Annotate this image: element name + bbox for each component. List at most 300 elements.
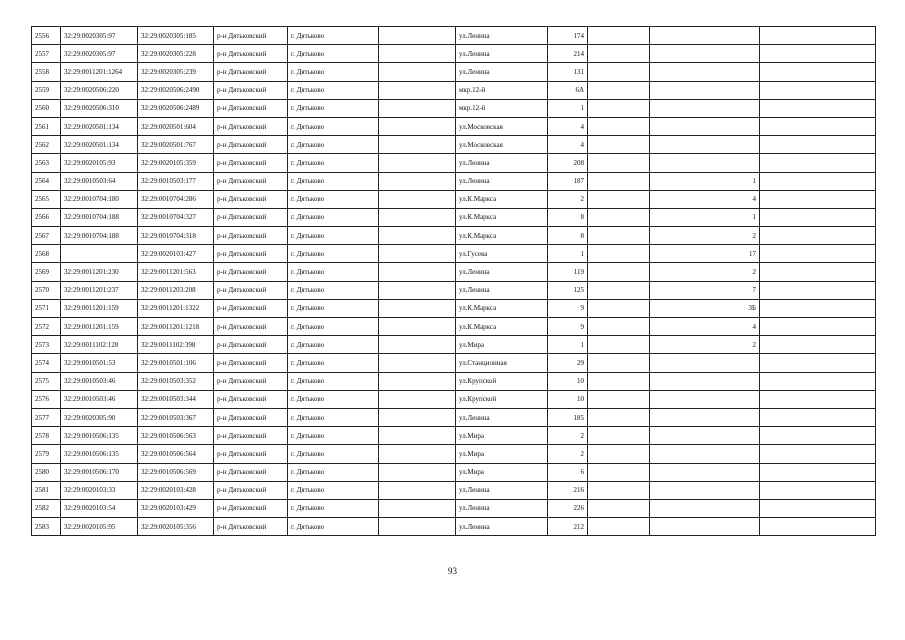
table-row — [32, 354, 876, 372]
settlement-cell — [379, 45, 456, 63]
building-cadastral-number-cell: 32:29:0020103:429 — [138, 499, 214, 517]
note-cell — [760, 445, 876, 463]
apartment-number-cell — [650, 445, 760, 463]
note-cell — [760, 227, 876, 245]
building-number-cell — [588, 45, 650, 63]
district-cell: р-н Дятьковский — [214, 390, 288, 408]
apartment-number-cell: 4 — [650, 190, 760, 208]
district-cell: р-н Дятьковский — [214, 499, 288, 517]
house-number-cell: 6 — [548, 463, 588, 481]
row-number-cell: 2558 — [32, 63, 61, 81]
apartment-number-cell: 2 — [650, 336, 760, 354]
building-number-cell — [588, 99, 650, 117]
settlement-cell — [379, 336, 456, 354]
building-number-cell — [588, 518, 650, 536]
note-cell — [760, 117, 876, 135]
building-cadastral-number-cell: 32:29:0020305:185 — [138, 27, 214, 45]
parcel-cadastral-number-cell: 32:29:0011201:1264 — [61, 63, 138, 81]
note-cell — [760, 190, 876, 208]
note-cell — [760, 172, 876, 190]
building-number-cell — [588, 481, 650, 499]
house-number-cell: 8 — [548, 227, 588, 245]
building-cadastral-number-cell: 32:29:0010506:564 — [138, 445, 214, 463]
building-number-cell — [588, 27, 650, 45]
district-cell: р-н Дятьковский — [214, 372, 288, 390]
house-number-cell: 2 — [548, 445, 588, 463]
locality-cell: г. Дятьково — [288, 136, 379, 154]
street-cell: ул.Мира — [456, 463, 548, 481]
table-row — [32, 445, 876, 463]
apartment-number-cell — [650, 518, 760, 536]
apartment-number-cell: 17 — [650, 245, 760, 263]
parcel-cadastral-number-cell: 32:29:0020501:134 — [61, 117, 138, 135]
apartment-number-cell — [650, 427, 760, 445]
locality-cell: г. Дятьково — [288, 518, 379, 536]
street-cell: ул.Крупской — [456, 372, 548, 390]
building-cadastral-number-cell: 32:29:0020501:604 — [138, 117, 214, 135]
apartment-number-cell — [650, 481, 760, 499]
parcel-cadastral-number-cell: 32:29:0020105:93 — [61, 154, 138, 172]
parcel-cadastral-number-cell: 32:29:0020501:134 — [61, 136, 138, 154]
house-number-cell: 4 — [548, 136, 588, 154]
parcel-cadastral-number-cell: 32:29:0020103:54 — [61, 499, 138, 517]
house-number-cell: 1 — [548, 336, 588, 354]
table-row — [32, 63, 876, 81]
note-cell — [760, 336, 876, 354]
note-cell — [760, 208, 876, 226]
row-number-cell: 2570 — [32, 281, 61, 299]
settlement-cell — [379, 518, 456, 536]
locality-cell: г. Дятьково — [288, 117, 379, 135]
district-cell: р-н Дятьковский — [214, 136, 288, 154]
building-cadastral-number-cell: 32:29:0010503:344 — [138, 390, 214, 408]
apartment-number-cell — [650, 136, 760, 154]
house-number-cell: 2 — [548, 190, 588, 208]
note-cell — [760, 136, 876, 154]
district-cell: р-н Дятьковский — [214, 99, 288, 117]
apartment-number-cell — [650, 63, 760, 81]
note-cell — [760, 481, 876, 499]
house-number-cell: 131 — [548, 63, 588, 81]
building-number-cell — [588, 227, 650, 245]
apartment-number-cell — [650, 354, 760, 372]
house-number-cell: 29 — [548, 354, 588, 372]
row-number-cell: 2560 — [32, 99, 61, 117]
district-cell: р-н Дятьковский — [214, 518, 288, 536]
settlement-cell — [379, 172, 456, 190]
street-cell: мкр.12-й — [456, 81, 548, 99]
locality-cell: г. Дятьково — [288, 481, 379, 499]
building-number-cell — [588, 172, 650, 190]
note-cell — [760, 408, 876, 426]
district-cell: р-н Дятьковский — [214, 427, 288, 445]
district-cell: р-н Дятьковский — [214, 336, 288, 354]
street-cell: ул.Ленина — [456, 481, 548, 499]
building-number-cell — [588, 354, 650, 372]
note-cell — [760, 63, 876, 81]
note-cell — [760, 390, 876, 408]
note-cell — [760, 318, 876, 336]
house-number-cell: 212 — [548, 518, 588, 536]
building-cadastral-number-cell: 32:29:0011203:208 — [138, 281, 214, 299]
district-cell: р-н Дятьковский — [214, 463, 288, 481]
apartment-number-cell — [650, 390, 760, 408]
parcel-cadastral-number-cell: 32:29:0010503:46 — [61, 372, 138, 390]
registry-sheet — [31, 26, 876, 536]
district-cell: р-н Дятьковский — [214, 354, 288, 372]
district-cell: р-н Дятьковский — [214, 263, 288, 281]
house-number-cell: 9 — [548, 318, 588, 336]
district-cell: р-н Дятьковский — [214, 481, 288, 499]
building-number-cell — [588, 318, 650, 336]
parcel-cadastral-number-cell: 32:29:0010704:188 — [61, 227, 138, 245]
registry-table-body — [32, 27, 876, 536]
settlement-cell — [379, 445, 456, 463]
house-number-cell: 4 — [548, 117, 588, 135]
registry-table — [31, 26, 876, 536]
apartment-number-cell: 1 — [650, 208, 760, 226]
street-cell: ул.Ленина — [456, 45, 548, 63]
settlement-cell — [379, 499, 456, 517]
house-number-cell: 8 — [548, 208, 588, 226]
locality-cell: г. Дятьково — [288, 208, 379, 226]
row-number-cell: 2574 — [32, 354, 61, 372]
building-number-cell — [588, 208, 650, 226]
table-row — [32, 427, 876, 445]
locality-cell: г. Дятьково — [288, 318, 379, 336]
table-row — [32, 263, 876, 281]
row-number-cell: 2556 — [32, 27, 61, 45]
row-number-cell: 2572 — [32, 318, 61, 336]
parcel-cadastral-number-cell: 32:29:0011102:128 — [61, 336, 138, 354]
settlement-cell — [379, 299, 456, 317]
parcel-cadastral-number-cell: 32:29:0020305:97 — [61, 27, 138, 45]
house-number-cell: 2 — [548, 427, 588, 445]
building-cadastral-number-cell: 32:29:0010704:327 — [138, 208, 214, 226]
row-number-cell: 2557 — [32, 45, 61, 63]
apartment-number-cell — [650, 463, 760, 481]
settlement-cell — [379, 390, 456, 408]
street-cell: ул.Мира — [456, 427, 548, 445]
building-cadastral-number-cell: 32:29:0020501:767 — [138, 136, 214, 154]
table-row — [32, 81, 876, 99]
locality-cell: г. Дятьково — [288, 336, 379, 354]
settlement-cell — [379, 136, 456, 154]
district-cell: р-н Дятьковский — [214, 154, 288, 172]
parcel-cadastral-number-cell: 32:29:0020506:220 — [61, 81, 138, 99]
locality-cell: г. Дятьково — [288, 463, 379, 481]
table-row — [32, 172, 876, 190]
row-number-cell: 2575 — [32, 372, 61, 390]
parcel-cadastral-number-cell: 32:29:0020103:33 — [61, 481, 138, 499]
row-number-cell: 2563 — [32, 154, 61, 172]
apartment-number-cell: 3Б — [650, 299, 760, 317]
row-number-cell: 2580 — [32, 463, 61, 481]
house-number-cell: 226 — [548, 499, 588, 517]
street-cell: мкр.12-й — [456, 99, 548, 117]
street-cell: ул.Мира — [456, 445, 548, 463]
apartment-number-cell — [650, 45, 760, 63]
locality-cell: г. Дятьково — [288, 227, 379, 245]
street-cell: ул.Московская — [456, 136, 548, 154]
locality-cell: г. Дятьково — [288, 263, 379, 281]
apartment-number-cell: 7 — [650, 281, 760, 299]
building-number-cell — [588, 117, 650, 135]
locality-cell: г. Дятьково — [288, 390, 379, 408]
row-number-cell: 2567 — [32, 227, 61, 245]
parcel-cadastral-number-cell: 32:29:0020506:310 — [61, 99, 138, 117]
settlement-cell — [379, 81, 456, 99]
house-number-cell: 1 — [548, 245, 588, 263]
parcel-cadastral-number-cell: 32:29:0011201:159 — [61, 299, 138, 317]
locality-cell: г. Дятьково — [288, 45, 379, 63]
note-cell — [760, 299, 876, 317]
apartment-number-cell — [650, 372, 760, 390]
apartment-number-cell: 4 — [650, 318, 760, 336]
parcel-cadastral-number-cell: 32:29:0010704:180 — [61, 190, 138, 208]
building-number-cell — [588, 154, 650, 172]
street-cell: ул.Мира — [456, 336, 548, 354]
building-number-cell — [588, 463, 650, 481]
parcel-cadastral-number-cell: 32:29:0010704:188 — [61, 208, 138, 226]
apartment-number-cell — [650, 117, 760, 135]
locality-cell: г. Дятьково — [288, 190, 379, 208]
parcel-cadastral-number-cell: 32:29:0010503:64 — [61, 172, 138, 190]
note-cell — [760, 372, 876, 390]
house-number-cell: 187 — [548, 172, 588, 190]
settlement-cell — [379, 154, 456, 172]
apartment-number-cell — [650, 408, 760, 426]
building-cadastral-number-cell: 32:29:0020506:2490 — [138, 81, 214, 99]
building-cadastral-number-cell: 32:29:0020103:428 — [138, 481, 214, 499]
building-number-cell — [588, 281, 650, 299]
parcel-cadastral-number-cell: 32:29:0020305:90 — [61, 408, 138, 426]
building-number-cell — [588, 81, 650, 99]
house-number-cell: 10 — [548, 372, 588, 390]
table-row — [32, 481, 876, 499]
building-cadastral-number-cell: 32:29:0010503:352 — [138, 372, 214, 390]
locality-cell: г. Дятьково — [288, 299, 379, 317]
district-cell: р-н Дятьковский — [214, 445, 288, 463]
street-cell: ул.Ленина — [456, 499, 548, 517]
locality-cell: г. Дятьково — [288, 27, 379, 45]
building-cadastral-number-cell: 32:29:0010501:106 — [138, 354, 214, 372]
street-cell: ул.Ленина — [456, 408, 548, 426]
parcel-cadastral-number-cell: 32:29:0020105:95 — [61, 518, 138, 536]
row-number-cell: 2581 — [32, 481, 61, 499]
note-cell — [760, 263, 876, 281]
note-cell — [760, 154, 876, 172]
settlement-cell — [379, 463, 456, 481]
building-cadastral-number-cell: 32:29:0020305:228 — [138, 45, 214, 63]
row-number-cell: 2577 — [32, 408, 61, 426]
row-number-cell: 2569 — [32, 263, 61, 281]
table-row — [32, 117, 876, 135]
settlement-cell — [379, 190, 456, 208]
building-cadastral-number-cell: 32:29:0020105:356 — [138, 518, 214, 536]
locality-cell: г. Дятьково — [288, 81, 379, 99]
parcel-cadastral-number-cell — [61, 245, 138, 263]
row-number-cell: 2566 — [32, 208, 61, 226]
building-number-cell — [588, 299, 650, 317]
district-cell: р-н Дятьковский — [214, 45, 288, 63]
street-cell: ул.Ленина — [456, 172, 548, 190]
settlement-cell — [379, 281, 456, 299]
street-cell: ул.Ленина — [456, 518, 548, 536]
building-number-cell — [588, 390, 650, 408]
street-cell: ул.Ленина — [456, 154, 548, 172]
building-cadastral-number-cell: 32:29:0010704:286 — [138, 190, 214, 208]
settlement-cell — [379, 481, 456, 499]
parcel-cadastral-number-cell: 32:29:0010506:135 — [61, 445, 138, 463]
note-cell — [760, 81, 876, 99]
building-cadastral-number-cell: 32:29:0010704:318 — [138, 227, 214, 245]
row-number-cell: 2573 — [32, 336, 61, 354]
table-row — [32, 499, 876, 517]
table-row — [32, 318, 876, 336]
row-number-cell: 2576 — [32, 390, 61, 408]
locality-cell: г. Дятьково — [288, 427, 379, 445]
row-number-cell: 2579 — [32, 445, 61, 463]
note-cell — [760, 518, 876, 536]
settlement-cell — [379, 63, 456, 81]
parcel-cadastral-number-cell: 32:29:0010503:46 — [61, 390, 138, 408]
district-cell: р-н Дятьковский — [214, 172, 288, 190]
apartment-number-cell — [650, 99, 760, 117]
table-row — [32, 336, 876, 354]
settlement-cell — [379, 372, 456, 390]
note-cell — [760, 281, 876, 299]
building-number-cell — [588, 408, 650, 426]
locality-cell: г. Дятьково — [288, 99, 379, 117]
house-number-cell: 208 — [548, 154, 588, 172]
district-cell: р-н Дятьковский — [214, 281, 288, 299]
street-cell: ул.Станционная — [456, 354, 548, 372]
row-number-cell: 2564 — [32, 172, 61, 190]
district-cell: р-н Дятьковский — [214, 81, 288, 99]
table-row — [32, 99, 876, 117]
street-cell: ул.Гусева — [456, 245, 548, 263]
district-cell: р-н Дятьковский — [214, 245, 288, 263]
table-row — [32, 154, 876, 172]
note-cell — [760, 45, 876, 63]
table-row — [32, 372, 876, 390]
street-cell: ул.К.Маркса — [456, 190, 548, 208]
settlement-cell — [379, 117, 456, 135]
apartment-number-cell: 1 — [650, 172, 760, 190]
row-number-cell: 2565 — [32, 190, 61, 208]
house-number-cell: 9 — [548, 299, 588, 317]
locality-cell: г. Дятьково — [288, 63, 379, 81]
row-number-cell: 2568 — [32, 245, 61, 263]
locality-cell: г. Дятьково — [288, 154, 379, 172]
street-cell: ул.Ленина — [456, 27, 548, 45]
locality-cell: г. Дятьково — [288, 172, 379, 190]
settlement-cell — [379, 263, 456, 281]
apartment-number-cell — [650, 154, 760, 172]
building-number-cell — [588, 445, 650, 463]
table-row — [32, 281, 876, 299]
building-cadastral-number-cell: 32:29:0010503:367 — [138, 408, 214, 426]
district-cell: р-н Дятьковский — [214, 227, 288, 245]
house-number-cell: 10 — [548, 390, 588, 408]
building-cadastral-number-cell: 32:29:0020103:427 — [138, 245, 214, 263]
building-cadastral-number-cell: 32:29:0010506:569 — [138, 463, 214, 481]
building-cadastral-number-cell: 32:29:0010506:563 — [138, 427, 214, 445]
street-cell: ул.Ленина — [456, 63, 548, 81]
note-cell — [760, 354, 876, 372]
settlement-cell — [379, 427, 456, 445]
table-row — [32, 27, 876, 45]
note-cell — [760, 463, 876, 481]
building-number-cell — [588, 499, 650, 517]
street-cell: ул.К.Маркса — [456, 299, 548, 317]
district-cell: р-н Дятьковский — [214, 190, 288, 208]
settlement-cell — [379, 408, 456, 426]
settlement-cell — [379, 27, 456, 45]
building-cadastral-number-cell: 32:29:0011201:1218 — [138, 318, 214, 336]
row-number-cell: 2561 — [32, 117, 61, 135]
settlement-cell — [379, 208, 456, 226]
row-number-cell: 2559 — [32, 81, 61, 99]
building-cadastral-number-cell: 32:29:0011102:398 — [138, 336, 214, 354]
district-cell: р-н Дятьковский — [214, 117, 288, 135]
district-cell: р-н Дятьковский — [214, 299, 288, 317]
building-number-cell — [588, 372, 650, 390]
house-number-cell: 125 — [548, 281, 588, 299]
house-number-cell: 119 — [548, 263, 588, 281]
house-number-cell: 214 — [548, 45, 588, 63]
apartment-number-cell: 2 — [650, 263, 760, 281]
building-cadastral-number-cell: 32:29:0010503:177 — [138, 172, 214, 190]
page-number: 93 — [448, 566, 457, 576]
street-cell: ул.Московская — [456, 117, 548, 135]
row-number-cell: 2583 — [32, 518, 61, 536]
street-cell: ул.Ленина — [456, 263, 548, 281]
table-row — [32, 45, 876, 63]
row-number-cell: 2582 — [32, 499, 61, 517]
table-row — [32, 390, 876, 408]
house-number-cell: 185 — [548, 408, 588, 426]
building-number-cell — [588, 427, 650, 445]
settlement-cell — [379, 318, 456, 336]
parcel-cadastral-number-cell: 32:29:0011201:237 — [61, 281, 138, 299]
parcel-cadastral-number-cell: 32:29:0020305:97 — [61, 45, 138, 63]
table-row — [32, 227, 876, 245]
district-cell: р-н Дятьковский — [214, 318, 288, 336]
building-number-cell — [588, 190, 650, 208]
locality-cell: г. Дятьково — [288, 499, 379, 517]
note-cell — [760, 245, 876, 263]
apartment-number-cell — [650, 27, 760, 45]
house-number-cell: 216 — [548, 481, 588, 499]
parcel-cadastral-number-cell: 32:29:0011201:230 — [61, 263, 138, 281]
building-cadastral-number-cell: 32:29:0020305:239 — [138, 63, 214, 81]
locality-cell: г. Дятьково — [288, 354, 379, 372]
table-row — [32, 136, 876, 154]
street-cell: ул.К.Маркса — [456, 208, 548, 226]
table-row — [32, 518, 876, 536]
table-row — [32, 463, 876, 481]
note-cell — [760, 427, 876, 445]
building-cadastral-number-cell: 32:29:0011201:563 — [138, 263, 214, 281]
locality-cell: г. Дятьково — [288, 445, 379, 463]
locality-cell: г. Дятьково — [288, 372, 379, 390]
building-number-cell — [588, 336, 650, 354]
settlement-cell — [379, 99, 456, 117]
parcel-cadastral-number-cell: 32:29:0010506:135 — [61, 427, 138, 445]
street-cell: ул.Крупской — [456, 390, 548, 408]
